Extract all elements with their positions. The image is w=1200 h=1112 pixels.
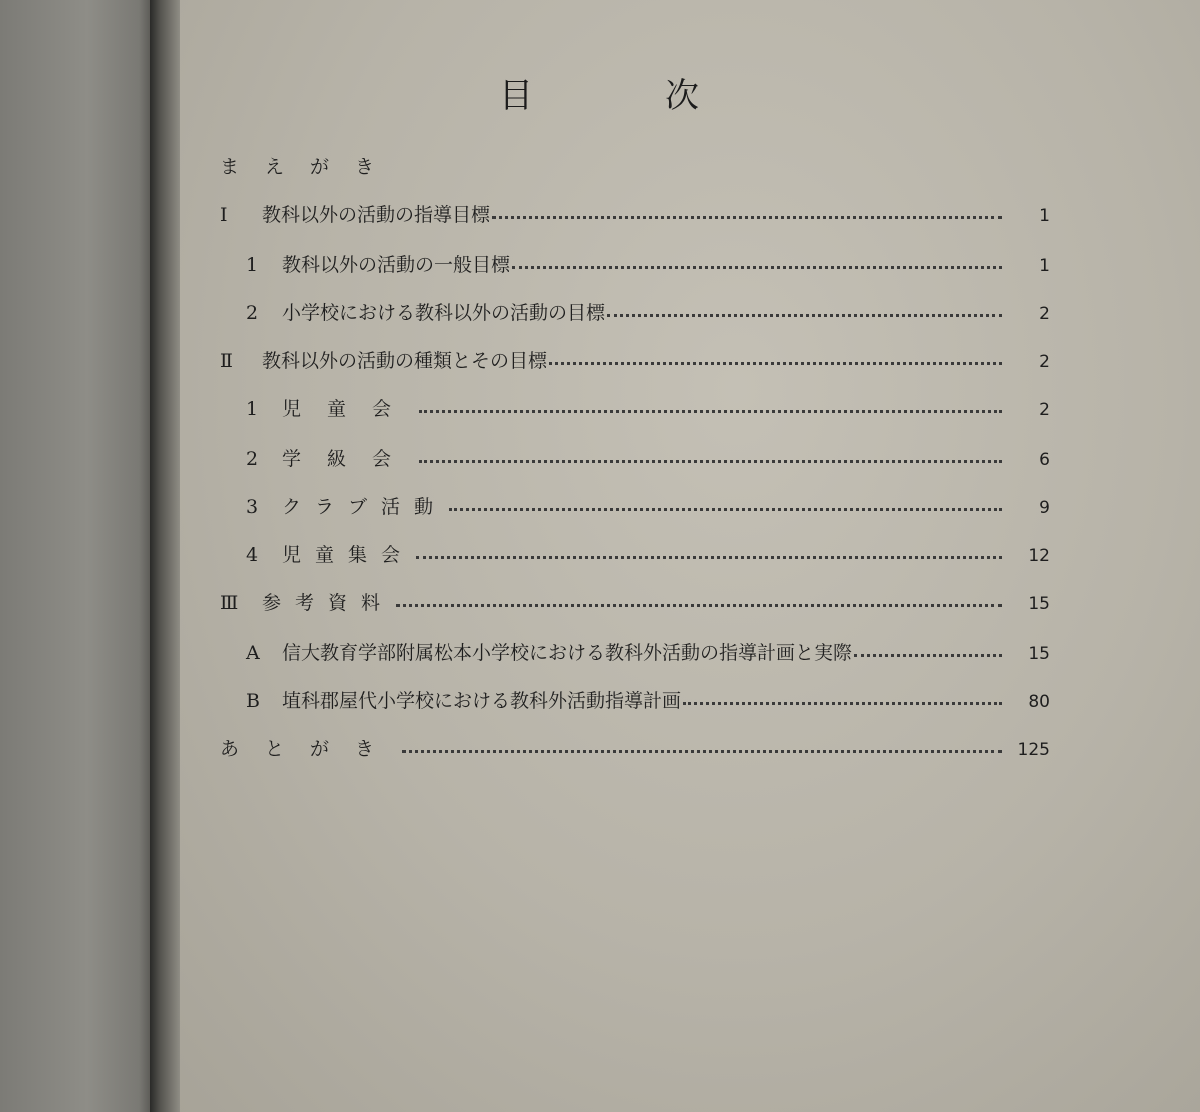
- toc-entry-page: 9: [1039, 498, 1050, 518]
- dot-leader: [449, 508, 1002, 511]
- toc-entry-2-1: [246, 394, 1050, 422]
- toc-entry-number: Ⅰ: [220, 204, 228, 226]
- toc-entry-1-2: [246, 298, 1050, 326]
- toc-entry-label: まえがき: [220, 156, 401, 178]
- toc-entry-label: あとがき: [220, 738, 401, 760]
- toc-entry-page: 6: [1039, 450, 1050, 470]
- toc-entry-page: 125: [1017, 740, 1050, 760]
- dot-leader: [549, 362, 1002, 365]
- toc-entry-label: 教科以外の活動の種類とその目標: [262, 350, 548, 372]
- left-page: [0, 0, 158, 1112]
- toc-entry-number: B: [246, 690, 260, 712]
- toc-entry-1-1: [246, 250, 1050, 278]
- toc-entry-2-3: [246, 492, 1050, 520]
- toc-title-char-2: 次: [665, 76, 701, 116]
- toc-entry-page: 12: [1028, 546, 1050, 566]
- dot-leader: [419, 460, 1002, 463]
- toc-entry-label: 参考資料: [262, 592, 395, 614]
- toc-entry-2-2: [246, 444, 1050, 472]
- toc-entry-page: 2: [1039, 400, 1050, 420]
- toc-entry-label: 埴科郡屋代小学校における教科外活動指導計画: [282, 690, 682, 712]
- dot-leader: [416, 556, 1002, 559]
- toc-entry-page: 1: [1039, 256, 1050, 276]
- toc-entry-number: 3: [246, 496, 259, 518]
- toc-entry-page: 2: [1039, 304, 1050, 324]
- toc-entry-section-3: [220, 588, 1050, 616]
- toc-entry-page: 1: [1039, 206, 1050, 226]
- dot-leader: [607, 314, 1002, 317]
- toc-title-char-1: 目: [499, 76, 535, 116]
- dot-leader: [512, 266, 1002, 269]
- toc-entry-label: 児童会: [282, 398, 418, 420]
- toc-entry-3-b: [246, 686, 1050, 714]
- toc-entry-number: 1: [246, 254, 259, 276]
- toc-entry-page: 15: [1028, 644, 1050, 664]
- toc-entry-page: 80: [1028, 692, 1050, 712]
- dot-leader: [402, 750, 1002, 753]
- toc-entry-label: 学級会: [282, 448, 418, 470]
- toc-entry-number: 1: [246, 398, 259, 420]
- toc-entry-afterword: [220, 734, 1050, 762]
- dot-leader: [396, 604, 1002, 607]
- dot-leader: [854, 654, 1002, 657]
- toc-entry-label: クラブ活動: [282, 496, 448, 518]
- toc-entry-number: 4: [246, 544, 259, 566]
- toc-entry-label: 教科以外の活動の一般目標: [282, 254, 511, 276]
- toc-title: [0, 68, 1200, 117]
- dot-leader: [492, 216, 1002, 219]
- toc-entry-section-2: [220, 346, 1050, 374]
- toc-entry-number: A: [246, 642, 260, 664]
- dot-leader: [419, 410, 1002, 413]
- toc-entry-label: 小学校における教科以外の活動の目標: [282, 302, 606, 324]
- toc-entry-label: 児童集会: [282, 544, 415, 566]
- toc-entry-page: 15: [1028, 594, 1050, 614]
- toc-entry-label: 信大教育学部附属松本小学校における教科外活動の指導計画と実際: [282, 642, 853, 664]
- toc-entry-page: 2: [1039, 352, 1050, 372]
- toc-entry-preface: [220, 152, 550, 180]
- toc-entry-2-4: [246, 540, 1050, 568]
- book-gutter: [150, 0, 180, 1112]
- dot-leader: [683, 702, 1002, 705]
- toc-entry-number: Ⅱ: [220, 350, 233, 372]
- toc-entry-label: 教科以外の活動の指導目標: [262, 204, 491, 226]
- toc-entry-3-a: [246, 638, 1050, 666]
- toc-entry-number: 2: [246, 302, 259, 324]
- toc-entry-number: 2: [246, 448, 259, 470]
- toc-entry-number: Ⅲ: [220, 592, 239, 614]
- toc-entry-section-1: [220, 200, 1050, 228]
